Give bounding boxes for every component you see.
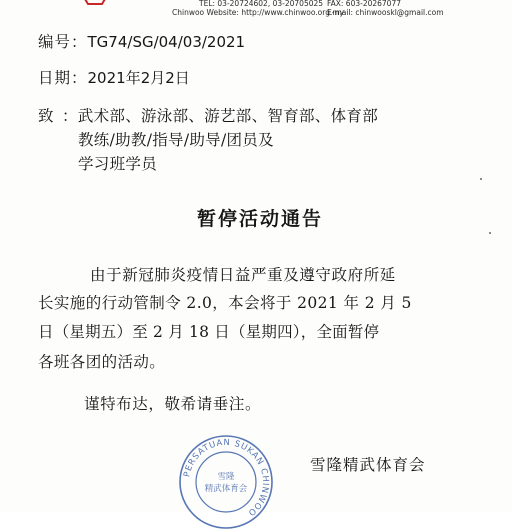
- letterhead-email: E-mail: chinwooskl@gmail.com: [327, 8, 444, 17]
- body-line-4: 各班各团的活动。: [38, 353, 166, 371]
- svg-text:雪隆: 雪隆: [217, 472, 235, 482]
- body-line-1: 由于新冠肺炎疫情日益严重及遵守政府所延: [90, 266, 396, 284]
- closing-remark: 谨特布达，敬希请垂注。: [84, 395, 262, 413]
- recipients-line-1: ：武术部、游泳部、游艺部、智育部、体育部: [62, 107, 379, 125]
- date-value: 2021年2月2日: [87, 69, 190, 87]
- recipients-line-2: 教练/助教/指导/助导/团员及: [78, 131, 274, 149]
- svg-text:精武体育会: 精武体育会: [204, 484, 248, 494]
- body-line-3: 日（星期五）至 2 月 18 日（星期四），全面暂停: [38, 323, 380, 341]
- letterhead-fax: FAX: 603-20267077: [327, 0, 402, 8]
- reference-number: [38, 30, 245, 52]
- scan-artifact: [489, 232, 491, 234]
- notice-title: 暂停活动通告: [196, 208, 323, 230]
- letterhead-website: Chinwoo Website: http://www.chinwoo.org.my: [172, 8, 345, 17]
- signature-organization: 雪隆精武体育会: [310, 456, 426, 474]
- reference-label: 编号：: [38, 33, 88, 51]
- recipients-label: 致: [38, 107, 54, 125]
- svg-text:PERSATUAN SUKAN CHINWOO: PERSATUAN SUKAN CHINWOO: [182, 437, 271, 518]
- scan-artifact: [480, 178, 482, 180]
- letterhead-tel: TEL: 03-20724602, 03-20705025: [199, 0, 324, 8]
- body-line-2: 长实施的行动管制令 2.0，本会将于 2021 年 2 月 5: [38, 294, 412, 312]
- letterhead-contacts: [0, 0, 512, 18]
- recipients-line-3: 学习班学员: [78, 155, 158, 173]
- date-label: 日期：: [38, 69, 88, 87]
- reference-value: TG74/SG/04/03/2021: [87, 33, 246, 51]
- document-date: [38, 66, 190, 88]
- organization-seal: [177, 433, 275, 531]
